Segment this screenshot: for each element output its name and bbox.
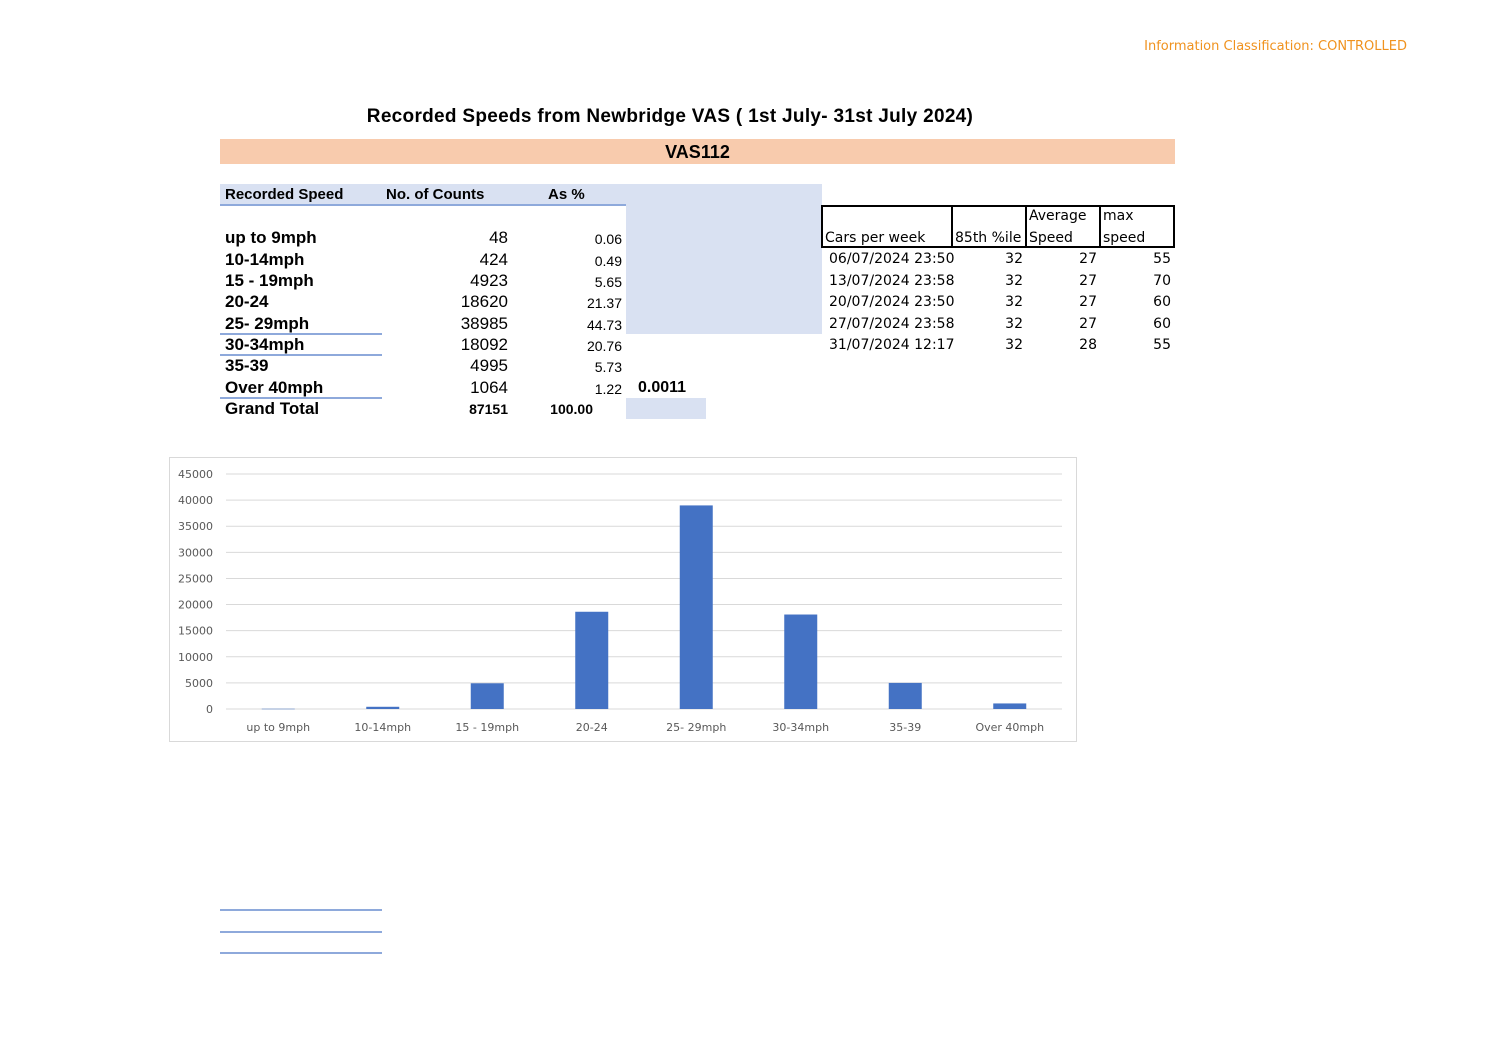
vas-id-banner: VAS112 (220, 139, 1175, 164)
speed-band-percent: 0.49 (594, 253, 622, 269)
header-recorded-speed: Recorded Speed (225, 186, 344, 203)
header-max-speed: speed (1103, 230, 1146, 246)
week-date: 20/07/2024 23:50 (829, 294, 955, 310)
week-max: 70 (1153, 273, 1171, 289)
classification-label: Information Classification: CONTROLLED (1144, 39, 1407, 54)
header-underline (220, 204, 626, 206)
total-shade (626, 398, 706, 419)
y-tick-label: 30000 (178, 546, 213, 560)
bar (262, 709, 295, 710)
week-85th: 32 (1005, 273, 1023, 289)
column-separator (951, 205, 953, 248)
week-date: 31/07/2024 12:17 (829, 337, 955, 353)
x-tick-label: 10-14mph (354, 721, 412, 734)
x-tick-label: 35-39 (889, 721, 922, 734)
x-tick-label: 15 - 19mph (455, 721, 520, 734)
week-max: 60 (1153, 316, 1171, 332)
grand-total-label: Grand Total (225, 399, 320, 418)
speed-band-label: 20-24 (225, 292, 269, 311)
decorative-line (220, 952, 382, 954)
speed-band-percent: 5.65 (594, 274, 622, 290)
bar (471, 683, 504, 709)
speed-band-label: 35-39 (225, 356, 269, 375)
x-tick-label: 25- 29mph (666, 721, 727, 734)
week-average: 27 (1079, 316, 1097, 332)
header-cars-per-week: Cars per week (825, 230, 926, 246)
chart-svg (170, 458, 1076, 741)
y-tick-label: 10000 (178, 650, 213, 664)
speed-band-percent: 5.73 (594, 359, 622, 375)
speed-band-percent: 1.22 (594, 381, 622, 397)
y-tick-label: 5000 (185, 676, 213, 690)
header-as-percent: As % (548, 186, 585, 203)
header-average: Average (1029, 208, 1087, 224)
speed-band-label: Over 40mph (225, 378, 324, 397)
speed-band-label: 30-34mph (225, 335, 305, 354)
grand-total-count: 87151 (469, 401, 508, 417)
bar (889, 683, 922, 709)
report-title: Recorded Speeds from Newbridge VAS ( 1st July- 31st July 2024) (366, 106, 974, 127)
y-tick-label: 35000 (178, 520, 213, 534)
header-no-of-counts: No. of Counts (386, 186, 485, 203)
y-tick-label: 40000 (178, 494, 213, 508)
speed-band-label: 25- 29mph (225, 314, 310, 333)
x-tick-label: 30-34mph (772, 721, 830, 734)
y-tick-label: 25000 (178, 572, 213, 586)
week-date: 06/07/2024 23:50 (829, 251, 955, 267)
speed-band-count: 4995 (470, 356, 508, 375)
week-average: 27 (1079, 273, 1097, 289)
week-average: 28 (1079, 337, 1097, 353)
week-85th: 32 (1005, 294, 1023, 310)
bar (680, 505, 713, 709)
speed-band-count: 4923 (470, 271, 508, 290)
speed-band-percent: 0.06 (594, 231, 622, 247)
week-date: 27/07/2024 23:58 (829, 316, 955, 332)
week-average: 27 (1079, 294, 1097, 310)
speed-band-count: 424 (479, 250, 508, 269)
grand-total-percent: 100.00 (550, 401, 593, 417)
week-max: 55 (1153, 251, 1171, 267)
speed-band-label: 10-14mph (225, 250, 305, 269)
y-tick-label: 45000 (178, 468, 213, 481)
header-85th-percentile: 85th %ile (955, 230, 1022, 246)
bar (784, 615, 817, 709)
week-max: 60 (1153, 294, 1171, 310)
speed-band-count: 48 (489, 228, 508, 247)
header-max: max (1103, 208, 1134, 224)
x-tick-label: 20-24 (575, 721, 608, 734)
bar (366, 707, 399, 709)
header-speed: Speed (1029, 230, 1073, 246)
speed-band-label: 15 - 19mph (225, 271, 314, 290)
y-tick-label: 0 (206, 703, 213, 716)
bar (993, 703, 1026, 709)
bar (575, 612, 608, 709)
y-tick-label: 15000 (178, 624, 213, 638)
decorative-line (220, 931, 382, 933)
speed-distribution-chart (169, 457, 1077, 742)
speed-band-count: 38985 (460, 314, 508, 333)
week-85th: 32 (1005, 337, 1023, 353)
y-tick-label: 20000 (178, 598, 213, 612)
week-85th: 32 (1005, 251, 1023, 267)
week-max: 55 (1153, 337, 1171, 353)
speed-band-count: 18620 (460, 292, 508, 311)
speed-band-percent: 44.73 (586, 317, 622, 333)
column-shade (626, 205, 822, 334)
week-average: 27 (1079, 251, 1097, 267)
week-85th: 32 (1005, 316, 1023, 332)
x-tick-label: Over 40mph (975, 721, 1045, 734)
column-separator (1025, 205, 1027, 248)
speed-band-count: 1064 (470, 378, 508, 397)
speed-band-label: up to 9mph (225, 228, 317, 247)
speed-band-percent: 21.37 (586, 295, 622, 311)
speed-band-percent: 20.76 (586, 338, 622, 354)
over-40-ratio: 0.0011 (638, 379, 687, 396)
week-date: 13/07/2024 23:58 (829, 273, 955, 289)
column-separator (1099, 205, 1101, 248)
speed-band-count: 18092 (460, 335, 508, 354)
decorative-line (220, 909, 382, 911)
x-tick-label: up to 9mph (246, 721, 311, 734)
